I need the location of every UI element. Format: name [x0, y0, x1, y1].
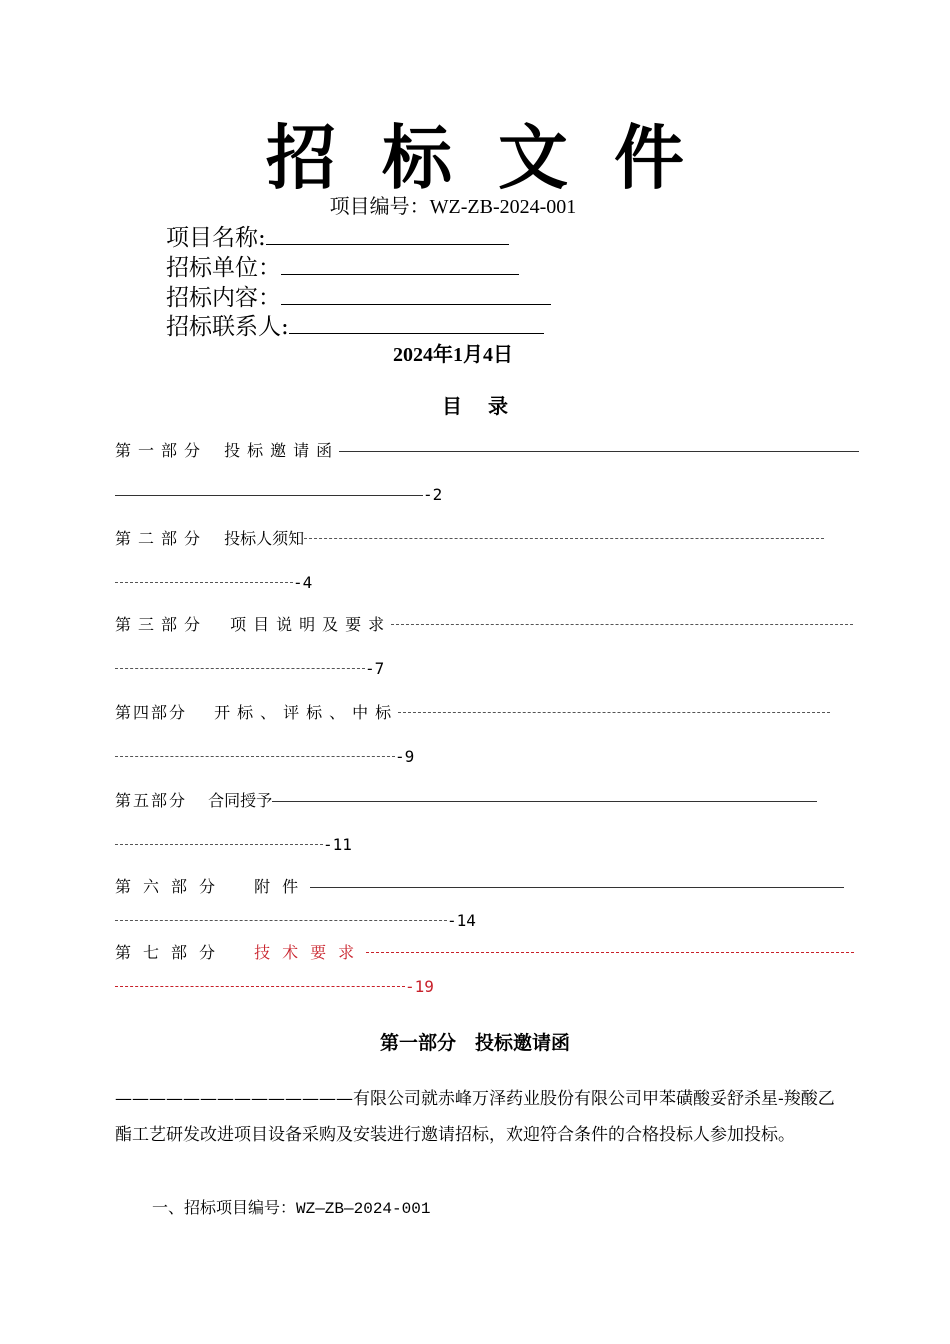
toc-leader — [398, 712, 830, 715]
toc-name: 附件 — [254, 877, 311, 896]
field-bidding-unit — [166, 252, 519, 282]
toc-item-7-cont: -19 — [115, 976, 434, 998]
toc-leader — [339, 451, 859, 452]
toc-name: 投标人须知 — [224, 529, 305, 548]
toc-item-4-cont: -9 — [115, 746, 414, 768]
toc-page: 4 — [302, 573, 313, 592]
toc-item-5[interactable] — [115, 790, 817, 812]
toc-item-6-cont: -14 — [115, 910, 476, 932]
field-label: 招标联系人: — [166, 314, 289, 340]
toc-item-2-cont: -4 — [115, 572, 312, 594]
invitation-paragraph: ——————————————有限公司就赤峰万泽药业股份有限公司甲苯磺酸妥舒杀星-羧酸乙酯工艺研发改进项目设备采购及安装进行邀请招标，欢迎符合条件的合格投标人参加投标。 — [115, 1089, 835, 1145]
toc-part: 第二部分 — [115, 529, 208, 548]
toc-leader — [272, 801, 817, 802]
toc-page: 19 — [414, 977, 434, 996]
toc-name: 投标邀请函 — [224, 441, 340, 460]
toc-leader — [115, 582, 293, 585]
toc-name: 开标、评标、中标 — [214, 703, 399, 722]
toc-leader — [115, 844, 323, 847]
toc-part: 第五部分 — [115, 791, 188, 810]
toc-item-6[interactable] — [115, 876, 844, 898]
toc-leader — [366, 952, 854, 955]
toc-page: 2 — [432, 485, 443, 504]
toc-item-5-cont: -11 — [115, 834, 352, 856]
toc-title: 目录 — [442, 394, 534, 418]
field-bidding-content — [166, 282, 551, 312]
document-date: 2024年1月4日 — [393, 344, 513, 366]
toc-leader — [115, 668, 365, 671]
toc-part: 第三部分 — [115, 615, 208, 634]
toc-leader — [310, 887, 844, 888]
toc-name: 项目说明及要求 — [230, 615, 392, 634]
toc-page: 7 — [374, 659, 385, 678]
toc-part: 第六部分 — [115, 877, 228, 896]
toc-name: 技术要求 — [254, 943, 367, 962]
toc-part: 第四部分 — [115, 703, 188, 722]
toc-item-1[interactable] — [115, 440, 859, 462]
toc-leader — [391, 624, 853, 627]
project-number: 项目编号：WZ-ZB-2024-001 — [329, 196, 577, 218]
toc-leader — [304, 538, 824, 541]
blank-line — [281, 252, 519, 275]
toc-leader — [115, 920, 447, 923]
toc-item-7[interactable] — [115, 942, 854, 964]
field-project-name — [166, 222, 509, 252]
toc-part: 第七部分 — [115, 943, 228, 962]
toc-page: 9 — [404, 747, 415, 766]
toc-item-4[interactable] — [115, 702, 830, 724]
toc-part: 第一部分 — [115, 441, 208, 460]
toc-leader — [115, 495, 423, 496]
toc-name: 合同授予 — [208, 791, 273, 810]
toc-item-2[interactable] — [115, 528, 824, 550]
section-title: 第一部分 投标邀请函 — [379, 1032, 570, 1054]
field-contact — [166, 311, 544, 341]
toc-leader — [115, 756, 395, 759]
project-number-item: 一、招标项目编号：WZ—ZB—2024-001 — [152, 1200, 431, 1218]
toc-leader — [115, 986, 405, 989]
blank-line — [289, 311, 544, 334]
blank-line — [266, 222, 509, 245]
toc-item-3[interactable] — [115, 614, 853, 636]
document-title: 招标文件 — [266, 117, 730, 199]
toc-page: 11 — [332, 835, 352, 854]
toc-item-3-cont: -7 — [115, 658, 384, 680]
field-label: 招标单位： — [166, 255, 281, 281]
toc-page: 14 — [456, 911, 476, 930]
field-label: 招标内容： — [166, 285, 281, 311]
blank-line — [281, 282, 551, 305]
field-label: 项目名称: — [166, 225, 266, 251]
toc-item-1-cont: -2 — [115, 484, 442, 506]
